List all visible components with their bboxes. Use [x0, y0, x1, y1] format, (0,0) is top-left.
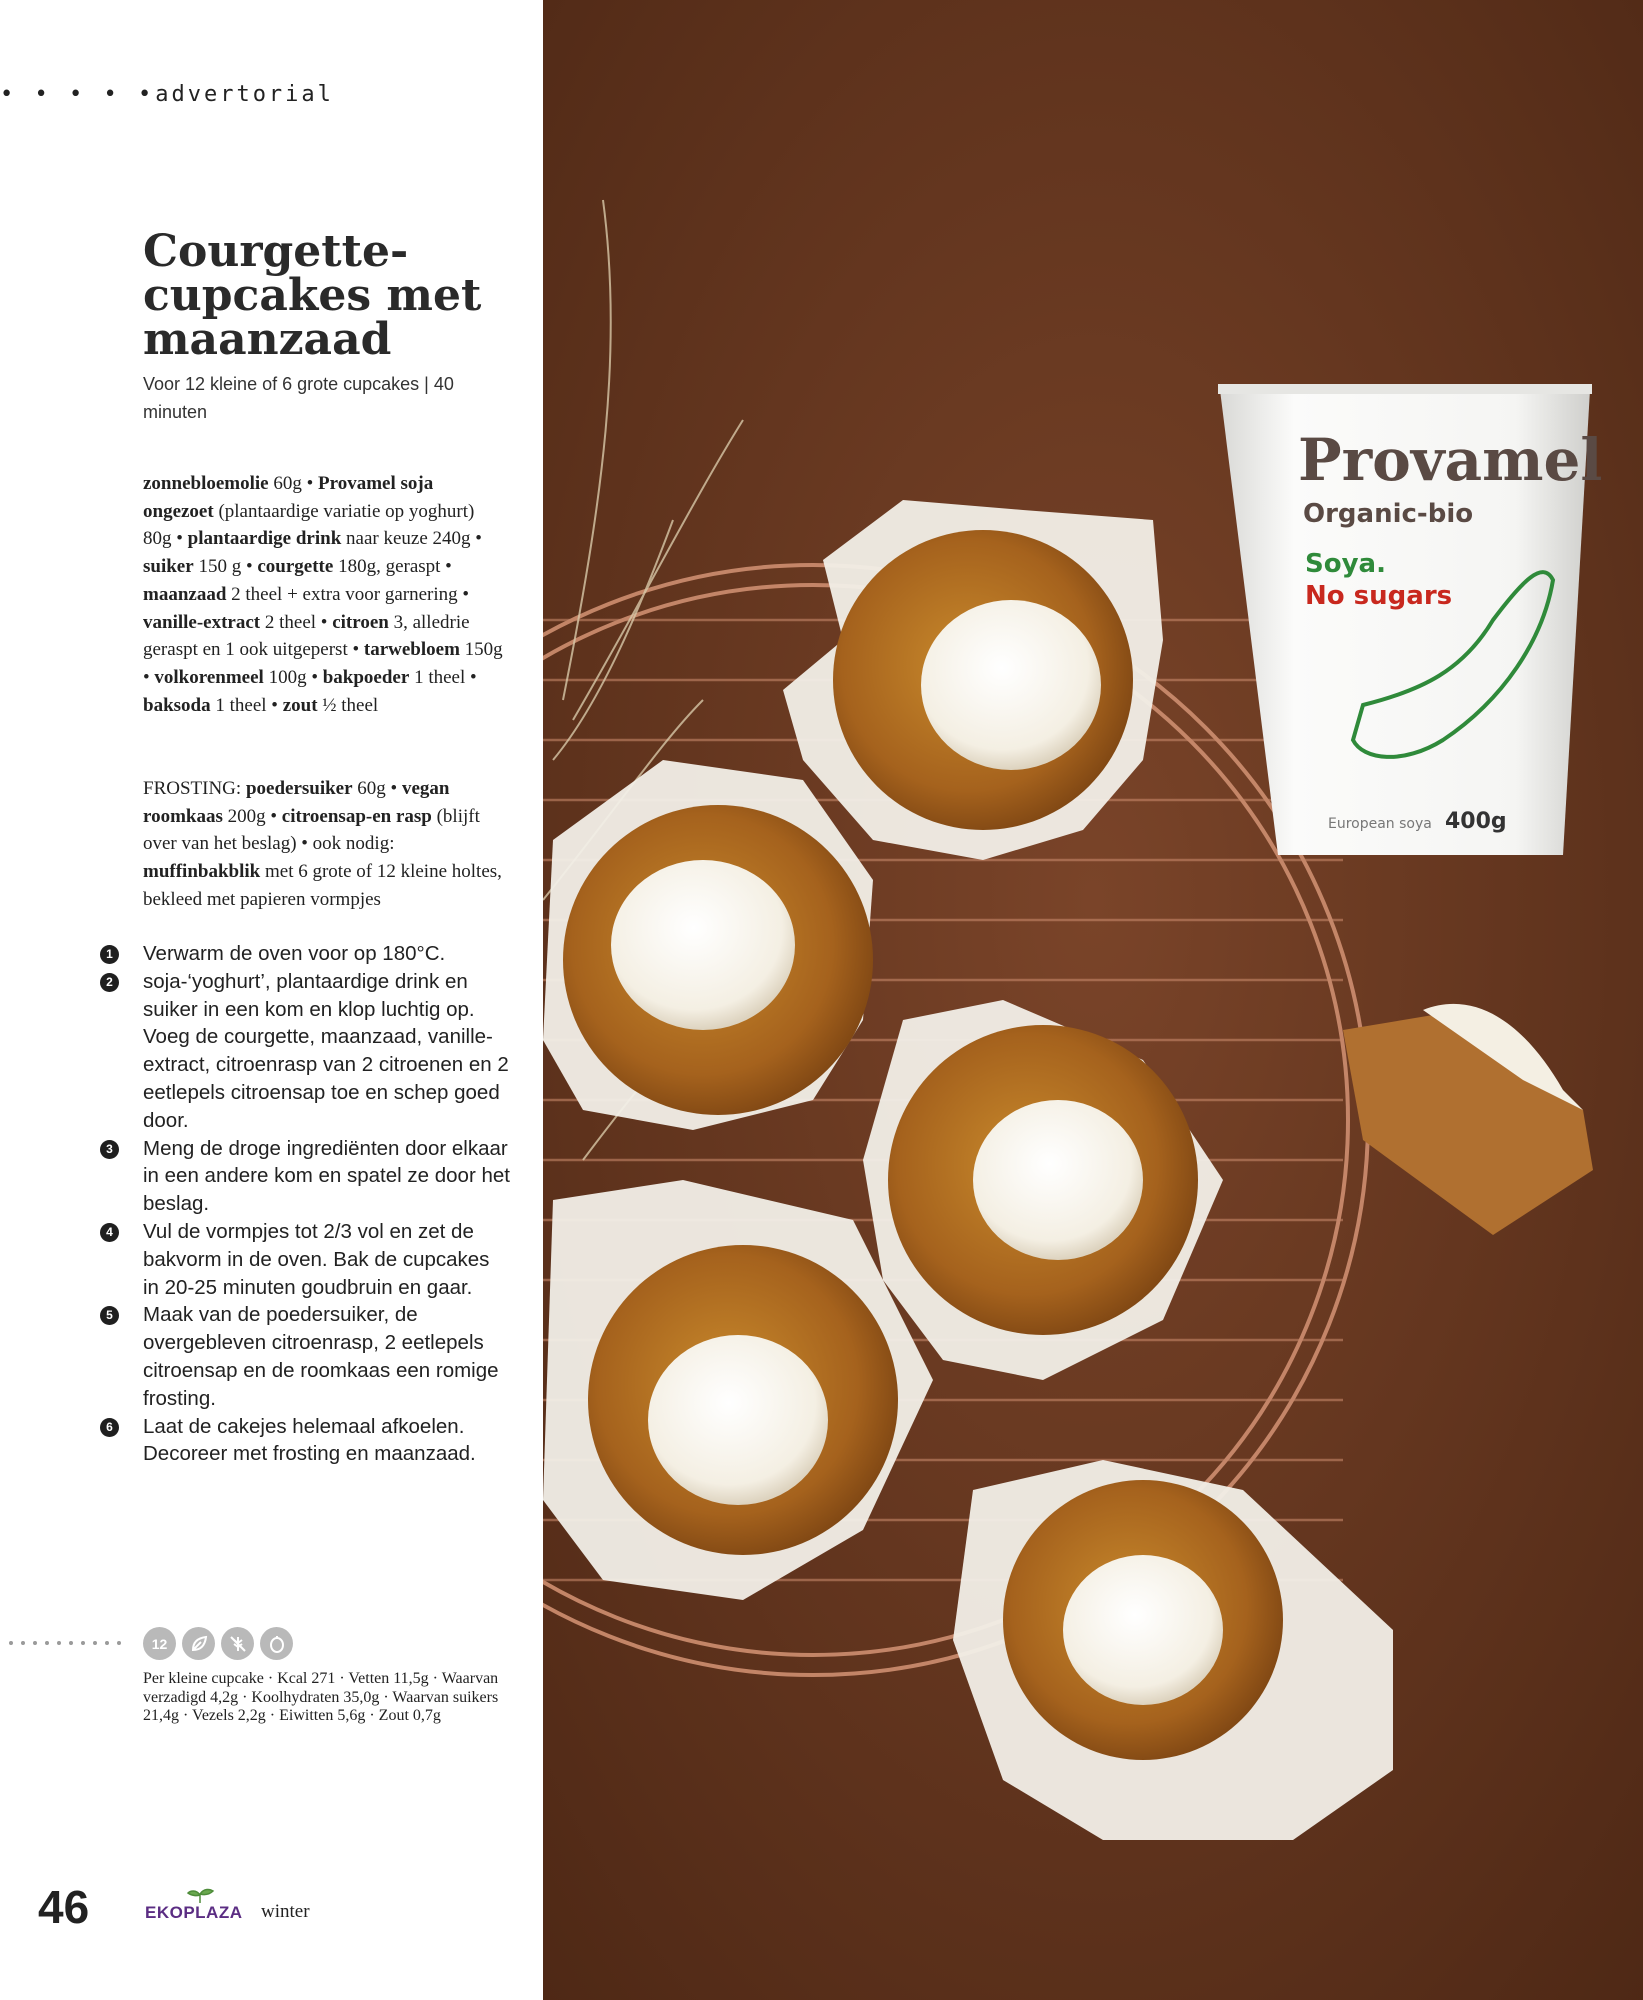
method-step [100, 1301, 510, 1412]
ingredient-name: zonnebloemolie [143, 473, 269, 494]
ingredient-amount: 100g • [263, 666, 323, 688]
ingredient-name: suiker [143, 556, 194, 578]
section-label-text: advertorial [155, 82, 334, 107]
frosting-label: FROSTING: [143, 778, 246, 799]
vegan-leaf-icon [182, 1627, 215, 1660]
ingredient-name: courgette [257, 556, 334, 578]
step-text: Maak van de poedersuiker, de overgebleven citroenrasp, 2 eetlepels citroensap en de roomkaas een romige frosting. [143, 1303, 499, 1410]
ingredient-name: vanille-extract [143, 611, 261, 633]
section-label-dots: • • • • • [0, 82, 156, 107]
ingredient-name: citroensap-en rasp [281, 805, 432, 827]
step-text: Laat de cakejes helemaal afkoelen. Decoreer met frosting en maanzaad. [143, 1414, 476, 1466]
no-gluten-icon [221, 1627, 254, 1660]
nut-icon [260, 1627, 293, 1660]
ingredient-name: zout [282, 694, 318, 716]
ingredient-amount: 150 g • [193, 556, 258, 578]
ingredient-amount: 150g • [143, 639, 503, 688]
page-number: 46 [38, 1881, 90, 1933]
method-step [100, 1135, 510, 1218]
ingredient-amount: 200g • [222, 805, 282, 827]
ingredient-name: maanzaad [143, 583, 227, 605]
step-number-badge: 6 [100, 1418, 119, 1437]
method-step [100, 968, 510, 1135]
issue-season: winter [261, 1901, 310, 1922]
step-text: Verwarm de oven voor op 180°C. [143, 942, 446, 965]
method-step [100, 940, 510, 968]
frosting-list [143, 775, 505, 914]
ingredient-amount: 1 theel • [409, 666, 477, 688]
servings-icon: 12 [143, 1627, 176, 1660]
sprout-icon [180, 1886, 220, 1904]
recipe-photo [543, 0, 1643, 2000]
brand-name: EKOPLAZA [145, 1903, 243, 1922]
ingredient-amount: 2 theel + extra voor garnering • [226, 583, 470, 605]
cupcake [543, 760, 873, 1130]
ingredient-name: Provamel soja ongezoet [143, 473, 434, 522]
ingredient-name: poedersuiker [245, 778, 353, 799]
ingredient-amount: met 6 grote of 12 kleine holtes, bekleed met papieren vormpjes [143, 861, 502, 910]
ingredient-amount: 2 theel • [260, 611, 333, 633]
ingredient-amount: 180g, geraspt • [333, 556, 452, 578]
product-weight: 400g [1445, 809, 1507, 834]
ingredient-name: baksoda [143, 694, 211, 716]
ingredient-name: bakpoeder [322, 666, 410, 688]
product-origin: European soya [1328, 816, 1432, 832]
product-line: Organic-bio [1303, 499, 1474, 529]
ingredient-name: volkorenmeel [154, 666, 264, 688]
step-text: Meng de droge ingrediënten door elkaar in een andere kom en spatel ze door het beslag. [143, 1136, 510, 1216]
ingredient-amount: 1 theel • [210, 694, 283, 716]
recipe-title: Courgette-cupcakes met maanzaad [143, 226, 482, 365]
step-text: Vul de vormpjes tot 2/3 vol en zet de bakvorm in de oven. Bak de cupcakes in 20-25 minuten goudbruin en gaar. [143, 1219, 490, 1299]
step-number-badge: 2 [100, 973, 119, 992]
ingredient-name: muffinbakblik [143, 861, 261, 883]
ingredient-amount: 3, alledrie geraspt en 1 ook uitgeperst • [143, 611, 470, 661]
recipe-subtitle: Voor 12 kleine of 6 grote cupcakes | 40 minuten [143, 374, 454, 422]
ingredient-name: tarwebloem [363, 639, 460, 661]
provamel-yoghurt-cup [1218, 384, 1602, 855]
ingredient-amount: 60g • [268, 473, 319, 494]
dotted-divider [8, 1640, 128, 1646]
ingredient-name: plantaardige drink [187, 528, 342, 550]
nutrition-info: Per kleine cupcake · Kcal 271 · Vetten 11,5g · Waarvan verzadigd 4,2g · Koolhydraten 35,0g · Waarvan suikers 21,4g · Vezels 2,2g · Eiwitten 5,6g · Zout 0,7g [143, 1670, 499, 1724]
method-step [100, 1413, 510, 1469]
ingredient-amount: (plantaardige variatie op yoghurt) 80g • [143, 500, 475, 550]
ekoplaza-logo [145, 1886, 255, 1926]
product-brand: Provamel [1298, 426, 1603, 494]
cupcakes-photo [543, 0, 1643, 2000]
ingredient-name: citroen [332, 611, 389, 633]
ingredient-amount: 60g • [352, 778, 402, 799]
method-steps [100, 940, 510, 1468]
step-text: soja-‘yoghurt’, plantaardige drink en suiker in een kom en klop luchtig op. Voeg de courgette, maanzaad, vanille-extract, citroenrasp van 2 citroenen en 2 eetlepels citroensap toe en schep goed door. [143, 969, 509, 1132]
step-number-badge: 5 [100, 1306, 119, 1325]
step-number-badge: 3 [100, 1140, 119, 1159]
product-variant-sugar: No sugars [1305, 581, 1453, 611]
ingredient-list [143, 470, 505, 719]
step-number-badge: 4 [100, 1223, 119, 1242]
recipe-column [0, 0, 543, 2000]
ingredient-amount: ½ theel [317, 694, 379, 716]
step-number-badge: 1 [100, 945, 119, 964]
diet-icon-row [143, 1627, 293, 1660]
ingredient-amount: naar keuze 240g • [341, 528, 482, 550]
method-step [100, 1218, 510, 1301]
section-label [0, 82, 334, 107]
ingredient-name: vegan roomkaas [143, 778, 450, 827]
ingredient-amount: (blijft over van het beslag) • ook nodig: [143, 805, 480, 855]
product-variant-soya: Soya. [1305, 549, 1386, 579]
